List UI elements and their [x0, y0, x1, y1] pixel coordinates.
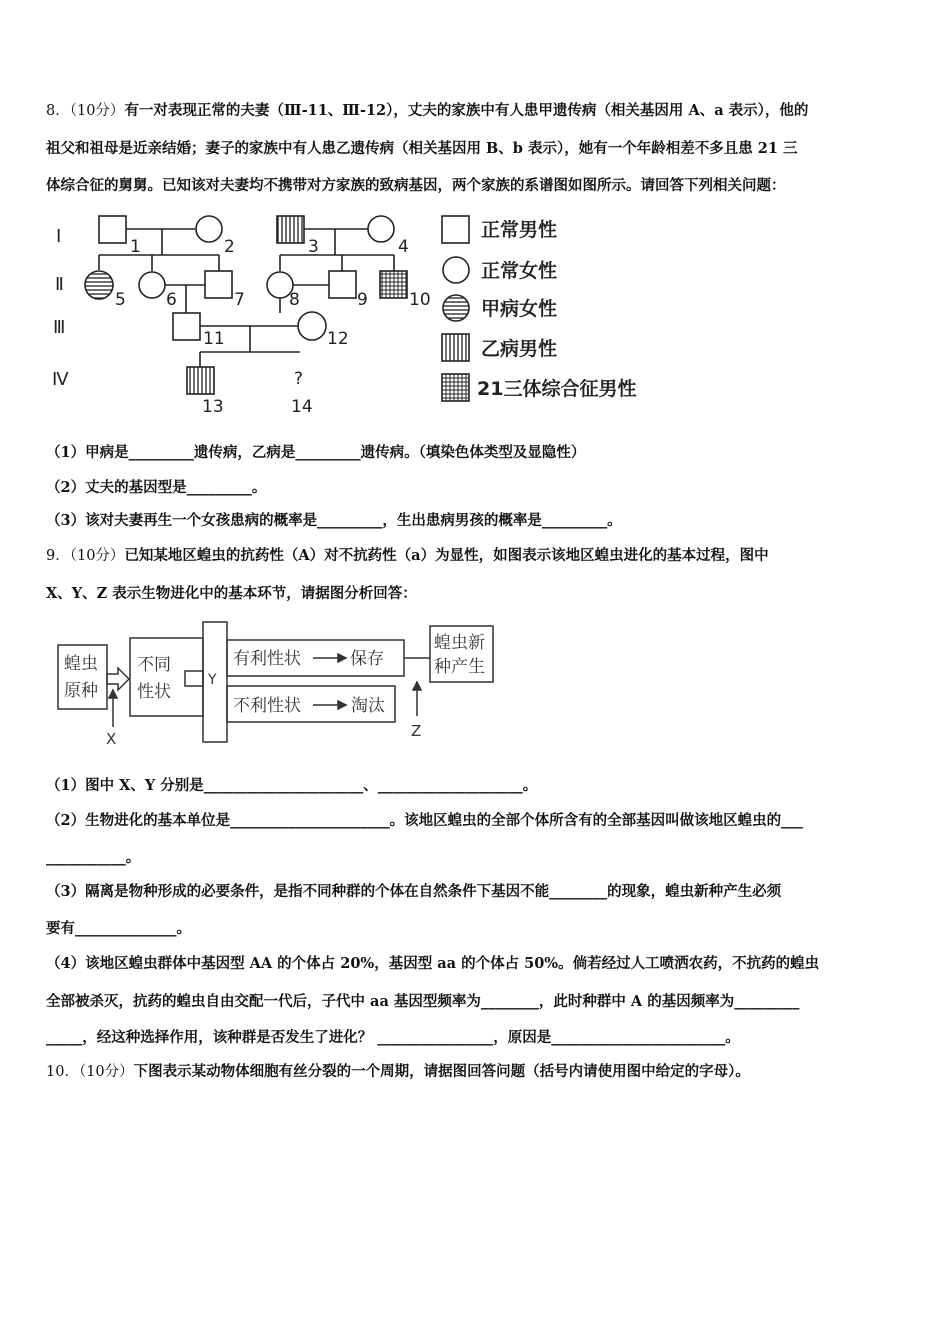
q9-sub2a: （2）生物进化的基本单位是______________________。该地区蝗虫的全部个体所含有的全部基因叫做该地区蝗虫的___: [46, 812, 803, 829]
individual-9-normal-male: [329, 271, 356, 298]
gen-label-1: Ⅰ: [56, 226, 62, 247]
individual-1-normal-male: [99, 216, 126, 243]
q9-sub4c: _____，经这种选择作用，该种群是否发生了进化？ ________________，原因是________________________。: [46, 1029, 740, 1046]
gen-label-2: Ⅱ: [55, 274, 64, 295]
label-7: 7: [234, 290, 245, 310]
box-different-traits: [130, 638, 203, 716]
q8-sub1: （1）甲病是_________遗传病，乙病是_________遗传病。（填染色体类型及显隐性）: [46, 444, 586, 461]
evolution-diagram: [0, 615, 950, 754]
gen-label-4: Ⅳ: [52, 369, 69, 390]
individual-3-disease-b-male: [277, 216, 304, 243]
q9-line2: X、Y、Z 表示生物进化中的基本环节，请据图分析回答：: [46, 585, 417, 602]
legend-disease-b-male-symbol: [442, 334, 469, 361]
q9-number: 9．（10分）: [46, 548, 125, 564]
legend-normal-female: 正常女性: [481, 260, 558, 282]
text-keep: 保存: [350, 649, 384, 669]
label-3: 3: [308, 237, 319, 257]
individual-10-trisomy21-male: [380, 271, 407, 298]
q9-sub3b: 要有______________。: [46, 920, 191, 937]
individual-13-disease-b-male: [187, 367, 214, 394]
individual-6-normal-female: [139, 272, 165, 298]
q9-sub1: （1）图中 X、Y 分别是______________________、____________________。: [46, 777, 538, 794]
q9-sub2b: ___________。: [46, 849, 141, 866]
box-y-inner: [185, 671, 203, 686]
q9-sub3a: （3）隔离是物种形成的必要条件，是指不同种群的个体在自然条件下基因不能________的现象，蝗虫新种产生必须: [46, 883, 782, 900]
label-6: 6: [166, 290, 177, 310]
individual-4-normal-female: [368, 216, 394, 242]
q8-number: 8．（10分）: [46, 103, 125, 119]
individual-2-normal-female: [196, 216, 222, 242]
label-2: 2: [224, 237, 235, 257]
label-9: 9: [357, 290, 368, 310]
label-14: 14: [291, 397, 313, 417]
label-13: 13: [202, 397, 224, 417]
label-1: 1: [130, 237, 141, 257]
individual-12-normal-female: [298, 312, 326, 340]
q10-line1-text: 下图表示某动物体细胞有丝分裂的一个周期，请据图回答问题（括号内请使用图中给定的字母）。: [133, 1063, 750, 1080]
legend-normal-male-symbol: [442, 216, 469, 243]
text-new-a: 蝗虫新: [434, 633, 485, 653]
text-unfavorable: 不利性状: [233, 696, 301, 716]
text-favorable: 有利性状: [233, 649, 301, 669]
q9-sub4a: （4）该地区蝗虫群体中基因型 AA 的个体占 20%，基因型 aa 的个体占 50%。倘若经过人工喷洒农药，不抗药的蝗虫: [46, 955, 820, 972]
individual-11-normal-male: [173, 313, 200, 340]
text-eliminate: 淘汰: [351, 696, 385, 716]
label-4: 4: [398, 237, 409, 257]
q8-line3: 体综合征的舅舅。已知该对夫妻均不携带对方家族的致病基因，两个家族的系谱图如图所示。请回答下列相关问题：: [46, 177, 786, 194]
label-8: 8: [289, 290, 300, 310]
legend-disease-a-female-symbol: [443, 295, 469, 321]
q9-line1-text: 已知某地区蝗虫的抗药性（A）对不抗药性（a）为显性，如图表示该地区蝗虫进化的基本过程，图中: [124, 547, 769, 564]
text-x: X: [106, 730, 117, 748]
q10-number: 10．（10分）: [46, 1064, 134, 1080]
text-diff-a: 不同: [137, 655, 171, 675]
text-new-b: 种产生: [434, 657, 485, 677]
q8-sub3: （3）该对夫妻再生一个女孩患病的概率是_________，生出患病男孩的概率是_________。: [46, 512, 622, 529]
q10-line1: [46, 1062, 904, 1082]
label-5: 5: [115, 290, 126, 310]
text-z: Z: [411, 722, 422, 740]
text-origin-a: 蝗虫: [64, 654, 98, 674]
legend-trisomy21-male: 21三体综合征男性: [477, 378, 637, 400]
hollow-arrow: [107, 668, 129, 690]
individual-5-disease-a-female: [85, 271, 113, 299]
text-diff-b: 性状: [137, 682, 171, 702]
legend-disease-a-female: 甲病女性: [481, 298, 558, 320]
q9-sub4b: 全部被杀灭，抗药的蝗虫自由交配一代后，子代中 aa 基因型频率为________，此时种群中 A 的基因频率为_________: [46, 993, 800, 1010]
label-11: 11: [203, 329, 225, 349]
q8-line1: [46, 101, 904, 121]
label-10: 10: [409, 290, 431, 310]
q9-line1: [46, 546, 904, 566]
q8-line1-text: 有一对表现正常的夫妻（Ⅲ-11、Ⅲ-12），丈夫的家族中有人患甲遗传病（相关基因用 A、a 表示），他的: [124, 102, 809, 119]
text-y: Y: [208, 672, 217, 688]
unknown-mark: ?: [294, 369, 304, 389]
label-12: 12: [327, 329, 349, 349]
q8-line2: 祖父和祖母是近亲结婚；妻子的家族中有人患乙遗传病（相关基因用 B、b 表示），她有一个年龄相差不多且患 21 三: [46, 140, 798, 157]
q8-sub2: （2）丈夫的基因型是_________。: [46, 479, 267, 496]
legend-normal-male: 正常男性: [481, 219, 558, 241]
legend-trisomy21-male-symbol: [442, 374, 469, 401]
individual-7-normal-male: [205, 271, 232, 298]
gen-label-3: Ⅲ: [53, 317, 66, 338]
legend-disease-b-male: 乙病男性: [481, 338, 558, 360]
text-origin-b: 原种: [64, 681, 98, 701]
pedigree-figure: [0, 200, 950, 429]
legend-normal-female-symbol: [443, 257, 469, 283]
